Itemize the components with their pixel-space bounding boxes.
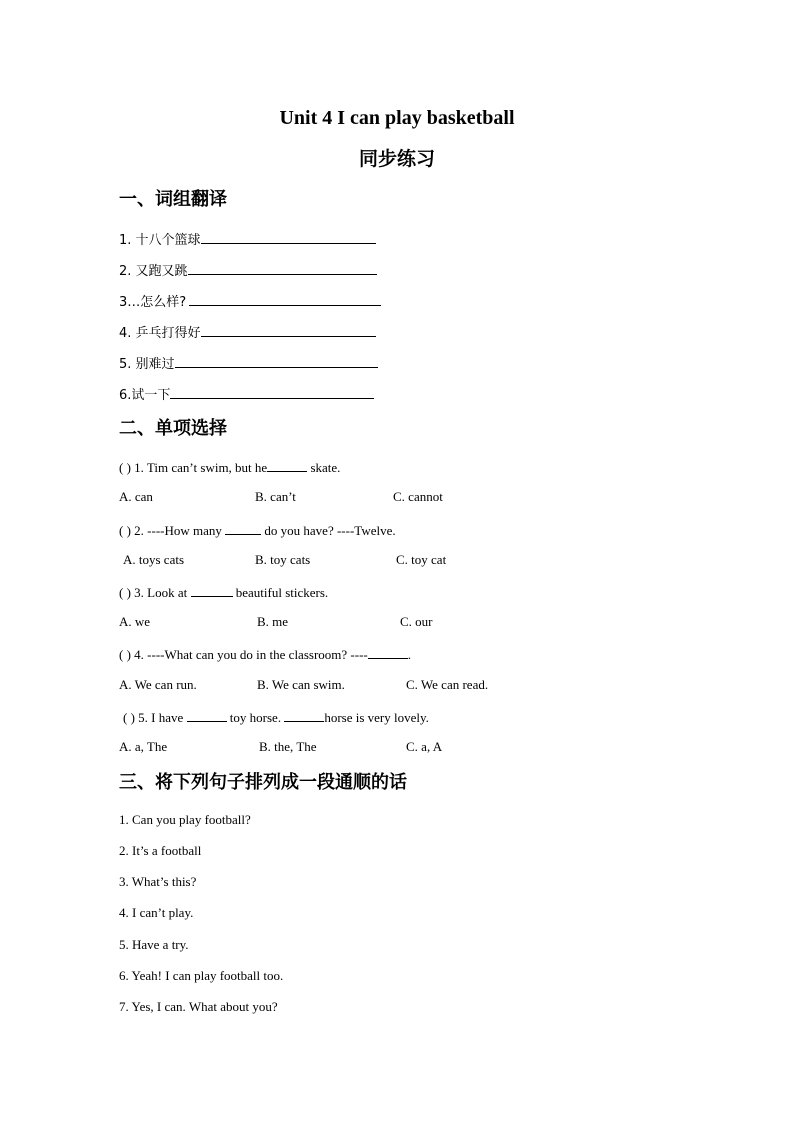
question-text-after: do you have? ----Twelve. (261, 523, 396, 538)
option-b[interactable]: B. the, The (259, 739, 317, 754)
question-text-after: horse is very lovely. (324, 710, 429, 725)
sentence-item: 1. Can you play football? (119, 812, 251, 827)
answer-paren[interactable]: ( ) (119, 585, 131, 600)
question-text-after: . (407, 647, 411, 662)
question-text: 3. Look at (134, 585, 191, 600)
question-2 (119, 520, 396, 540)
question-blank[interactable] (368, 644, 408, 659)
question-text-after: beautiful stickers. (232, 585, 329, 600)
option-c[interactable]: C. a, A (406, 739, 443, 754)
question-blank[interactable] (267, 457, 307, 472)
option-c[interactable]: C. our (400, 614, 433, 629)
phrase-item (119, 291, 381, 312)
phrase-item (119, 322, 376, 343)
section3-heading: 三、将下列句子排列成一段通顺的话 (119, 772, 407, 793)
phrase-text: 2. 又跑又跳 (119, 264, 188, 279)
sentence-item: 2. It’s a football (119, 843, 202, 858)
question-blank[interactable] (187, 707, 227, 722)
phrase-item (119, 260, 377, 281)
question-blank[interactable] (191, 582, 233, 597)
question-5 (123, 707, 429, 727)
question-blank[interactable] (284, 707, 324, 722)
section1-heading: 一、词组翻译 (119, 189, 227, 210)
page-title: Unit 4 I can play basketball (279, 107, 515, 129)
question-text: 4. ----What can you do in the classroom? ---- (134, 647, 368, 662)
question-3 (119, 582, 328, 602)
phrase-text: 3…怎么样? (119, 295, 187, 310)
phrase-text: 6.试一下 (119, 388, 171, 403)
option-b[interactable]: B. toy cats (255, 552, 311, 567)
answer-blank[interactable] (170, 384, 374, 399)
page-subtitle: 同步练习 (358, 148, 435, 170)
phrase-item (119, 384, 374, 405)
phrase-text: 5. 别难过 (119, 357, 175, 372)
answer-paren[interactable]: ( ) (119, 460, 131, 475)
answer-paren[interactable]: ( ) (123, 710, 135, 725)
phrase-item (119, 229, 376, 250)
option-a[interactable]: A. a, The (119, 739, 168, 754)
answer-blank[interactable] (201, 229, 376, 244)
option-a[interactable]: A. toys cats (123, 552, 185, 567)
section2-heading: 二、单项选择 (119, 418, 227, 439)
question-text: 1. Tim can’t swim, but he (134, 460, 268, 475)
answer-blank[interactable] (201, 322, 376, 337)
sentence-item: 5. Have a try. (119, 937, 189, 952)
question-text-mid: toy horse. (226, 710, 285, 725)
option-c[interactable]: C. cannot (393, 489, 443, 504)
option-b[interactable]: B. me (257, 614, 289, 629)
answer-blank[interactable] (189, 291, 381, 306)
phrase-text: 4. 乒乓打得好 (119, 326, 201, 341)
phrase-text: 1. 十八个篮球 (119, 233, 201, 248)
option-b[interactable]: B. can’t (255, 489, 296, 504)
question-4 (119, 644, 411, 664)
option-b[interactable]: B. We can swim. (257, 677, 345, 692)
answer-paren[interactable]: ( ) (119, 647, 131, 662)
sentence-item: 7. Yes, I can. What about you? (119, 999, 278, 1014)
answer-blank[interactable] (175, 353, 378, 368)
answer-paren[interactable]: ( ) (119, 523, 131, 538)
question-1 (119, 457, 340, 477)
sentence-item: 3. What’s this? (119, 874, 197, 889)
option-a[interactable]: A. we (119, 614, 151, 629)
question-text: 2. ----How many (134, 523, 226, 538)
option-a[interactable]: A. We can run. (119, 677, 197, 692)
option-c[interactable]: C. toy cat (396, 552, 447, 567)
question-text: 5. I have (138, 710, 187, 725)
option-c[interactable]: C. We can read. (406, 677, 489, 692)
question-blank[interactable] (225, 520, 261, 535)
answer-blank[interactable] (188, 260, 377, 275)
sentence-item: 6. Yeah! I can play football too. (119, 968, 284, 983)
phrase-item (119, 353, 378, 374)
option-a[interactable]: A. can (119, 489, 153, 504)
sentence-item: 4. I can’t play. (119, 905, 194, 920)
question-text-after: skate. (307, 460, 341, 475)
